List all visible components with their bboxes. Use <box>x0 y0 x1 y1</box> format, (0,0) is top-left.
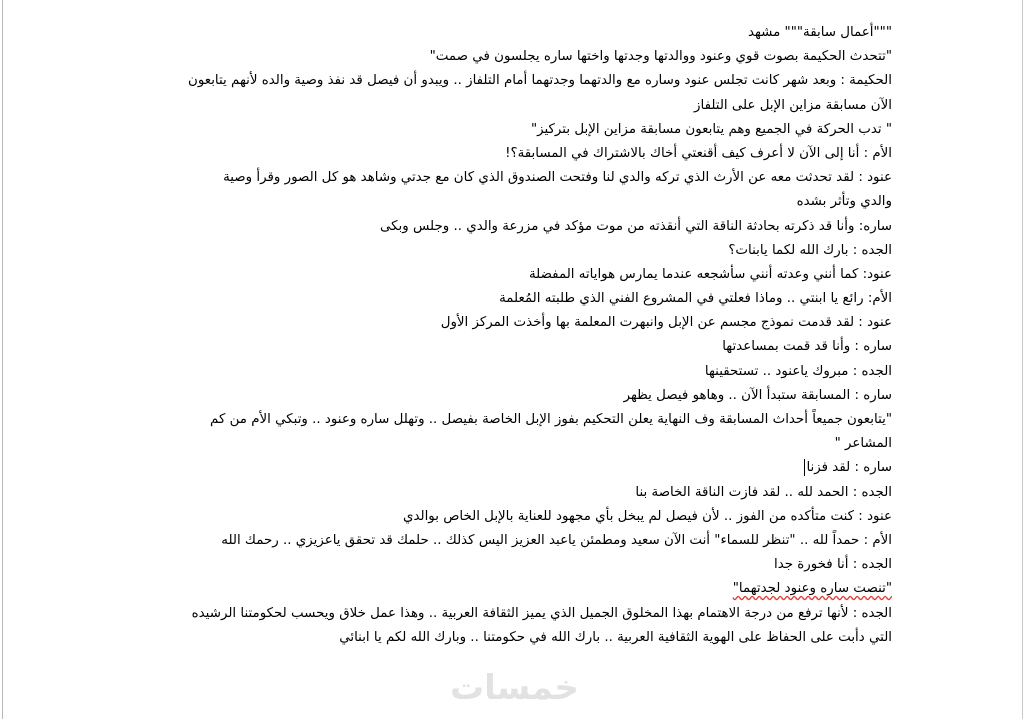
doc-line: الحكيمة : وبعد شهر كانت تجلس عنود وساره مع والدتهما وجدتهما أمام التلفاز .. ويبدو أن فيصل قد نفذ وصية والده لأنهم يتابعون <box>187 73 892 89</box>
page-right-edge <box>1022 0 1023 719</box>
doc-line: " تدب الحركة في الجميع وهم يتابعون مسابقة مزاين الإبل بتركيز" <box>530 121 892 137</box>
doc-line: ساره: وأنا قد ذكرته بحادثة الناقة التي أنقذته من موت مؤكد في مزرعة والدي .. وجلس وبكى <box>379 218 892 234</box>
doc-line: المشاعر " <box>834 436 892 452</box>
document-body[interactable] <box>120 21 892 650</box>
doc-line-spell-error: "تنصت ساره وعنود لجدتهما" <box>732 581 892 597</box>
doc-line: عنود: كما أنني وعدته أنني سأشجعه عندما يمارس هواياته المفضلة <box>528 266 892 282</box>
doc-line: الجده : بارك الله لكما يابنات؟ <box>728 242 892 258</box>
doc-line: عنود : كنت متأكده من الفوز .. لأن فيصل لم يبخل بأي مجهود للعناية بالإبل الخاص بوالدي <box>403 508 892 524</box>
doc-line: "تتحدث الحكيمة بصوت قوي وعنود ووالدتها وجدتها واختها ساره يجلسون في صمت" <box>429 49 892 65</box>
doc-line: والدي وتأثر بشده <box>796 194 892 210</box>
page-left-edge <box>2 0 3 719</box>
doc-line-with-cursor <box>120 456 892 480</box>
doc-line: الجده : لأنها ترفع من درجة الاهتمام بهذا المخلوق الجميل الذي يميز الثقافة العربية .. وهذا عمل خلاق ويحسب لحكومتنا الرشيده <box>191 605 892 621</box>
doc-line-text: ساره : لقد فزنا <box>806 460 892 476</box>
watermark-logo: خمسات <box>450 668 579 708</box>
doc-line: عنود : لقد تحدثت معه عن الأرث الذي تركه والدي لنا وفتحت الصندوق الذي كان مع جدتي وشاهد هو كل الصور وقرأ وصية <box>223 170 892 186</box>
doc-line: الجده : الحمد لله .. لقد فازت الناقة الخاصة بنا <box>635 484 892 500</box>
doc-line: الأم: رائع يا ابنتي .. وماذا فعلتي في المشروع الفني الذي طلبته المُعلمة <box>499 291 892 307</box>
doc-line: التي دأبت على الحفاظ على الهوية الثقافية العربية .. بارك الله في حكومتنا .. وبارك الله لكم يا ابنائي <box>339 629 892 645</box>
doc-line: الجده : أنا فخورة جدا <box>773 557 892 573</box>
doc-line: "يتابعون جميعاً أحداث المسابقة وف النهاية يعلن التحكيم بفوز الإبل الخاصة بفيصل .. وتهلل ساره وعنود .. وتبكي الأم من كم <box>210 412 892 427</box>
doc-line: عنود : لقد قدمت نموذج مجسم عن الإبل وانبهرت المعلمة بها وأخذت المركز الأول <box>440 315 892 331</box>
doc-line: الجده : مبروك ياعنود .. تستحقينها <box>704 363 892 379</box>
doc-line: الآن مسابقة مزاين الإبل على التلفاز <box>694 97 892 113</box>
doc-line: ساره : وأنا قد قمت بمساعدتها <box>722 339 892 355</box>
doc-line: ساره : المسابقة ستبدأ الآن .. وهاهو فيصل يظهر <box>623 387 892 403</box>
doc-line: الأم : حمداً لله .. "تنظر للسماء" أنت الآن سعيد ومطمئن ياعبد العزيز اليس كذلك .. حلمك قد تحقق ياعزيزي .. رحمك الله <box>221 532 892 548</box>
doc-line: """أعمال سابقة""" مشهد <box>747 25 892 40</box>
doc-line: الأم : أنا إلى الآن لا أعرف كيف أقنعتي أخاك بالاشتراك في المسابقة؟! <box>505 145 892 161</box>
